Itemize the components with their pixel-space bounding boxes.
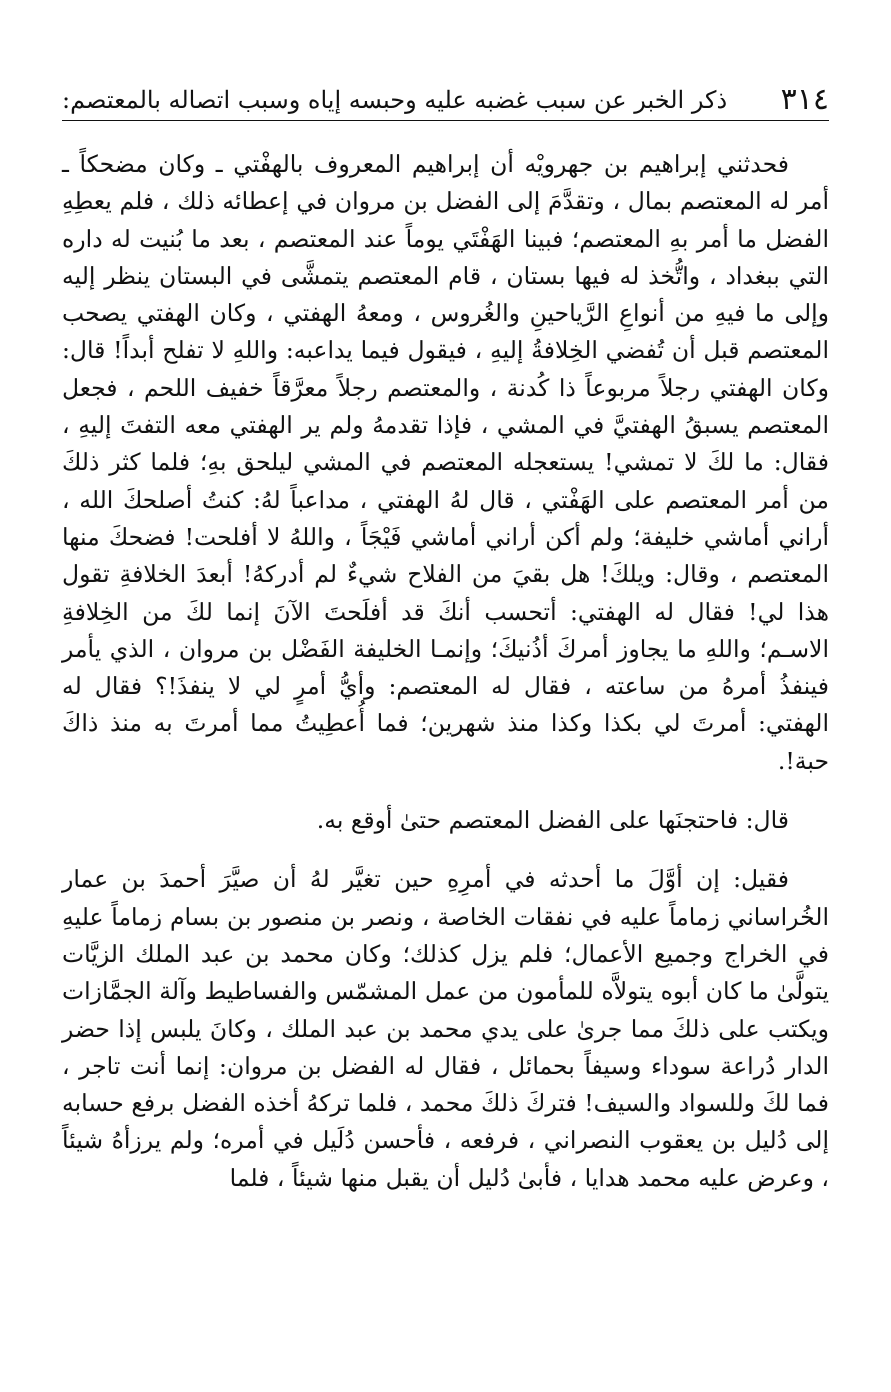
paragraph-1: فحدثني إبراهيم بن جهرويْه أن إبراهيم المعروف بالهفْتي ـ وكان مضحكاً ـ أمر له المعتصم بمال ، وتقدَّمَ إلى الفضل بن مروان في إعطائه ذلك ، فلم يعطِهِ الفضل ما أمر بهِ المعتصم؛ فبينا الهَفْتَي يوماً عند المعتصم ، بعد ما بُنيت له داره التي ببغداد ، واتُّخذ له فيها بستان ، قام المعتصم يتمشَّى في البستان ينظر إليه وإلى ما فيهِ من أنواعِ الرَّياحينِ والغُروس ، ومعهُ الهفتي ، وكان الهفتي يصحب المعتصم قبل أن تُفضي الخِلافةُ إليهِ ، فيقول فيما يداعبه: واللهِ لا تفلح أبداً! قال: وكان الهفتي رجلاً مربوعاً ذا كُدنة ، والمعتصم رجلاً معرَّقاً خفيف اللحم ، فجعل المعتصم يسبقُ الهفتيَّ في المشي ، فإذا تقدمهُ ولم ير الهفتي معه التفتَ إليهِ ، فقال: ما لكَ لا تمشي! يستعجله المعتصم في المشي ليلحق بهِ؛ فلما كثر ذلكَ من أمر المعتصم على الهَفْتي ، قال لهُ الهفتي ، مداعباً لهُ: كنتُ أصلحكَ الله ، أراني أماشي خليفة؛ ولم أكن أراني أماشي فَيْجَاً ، واللهُ لا أفلحت! فضحكَ منها المعتصم ، وقال: ويلكَ! هل بقيَ من الفلاح شيءٌ لم أدركهُ! أبعدَ الخلافةِ تقول هذا لي! فقال له الهفتي: أتحسب أنكَ قد أفلَحتَ الآنَ إنما لكَ من الخِلافةِ الاسـم؛ واللهِ ما يجاوز أمركَ أذُنيكَ؛ وإنمـا الخليفة الفَضْل بن مروان ، الذي يأمر فينفذُ أمرهُ من ساعته ، فقال له المعتصم: وأيُّ أمرٍ لي لا ينفذَ!؟ فقال له الهفتي: أمرتَ لي بكذا وكذا منذ شهرين؛ فما أُعطِيتُ مما أمرتَ به منذ ذاكَ حبة!. <box>62 150 829 775</box>
paragraph-3: فقيل: إن أوَّلَ ما أحدثه في أمرِهِ حين تغيَّر لهُ أن صيَّرَ أحمدَ بن عمار الخُراساني زماماً عليه في نفقات الخاصة ، ونصر بن منصور بن بسام زماماً عليهِ في الخراج وجميع الأعمال؛ فلم يزل كذلك؛ وكان محمد بن عبد الملك الزيَّات يتولَّىٰ ما كان أبوه يتولاَّه للمأمون من عمل المشمّس والفساطيط وآلة الجمَّازات ويكتب على ذلكَ مما جرىٰ على يدي محمد بن عبد الملك ، وكانَ يلبس إذا حضر الدار دُراعة سوداء وسيفاً بحمائل ، فقال له الفضل بن مروان: إنما أنت تاجر ، فما لكَ وللسواد والسيف! فتركَ ذلكَ محمد ، فلما تركهُ أخذه الفضل برفع حسابه إلى دُليل بن يعقوب النصراني ، فرفعه ، فأحسن دُلَيل في أمره؛ ولم يرزأهُ شيئاً ، وعرض عليه محمد هدايا ، فأبىٰ دُليل أن يقبل منها شيئاً ، فلما <box>62 865 829 1192</box>
page-header <box>62 80 829 121</box>
running-title: ذكر الخبر عن سبب غضبه عليه وحبسه إياه وسبب اتصاله بالمعتصم: <box>62 86 728 114</box>
body-text <box>62 146 829 1197</box>
paragraph-2: قال: فاحتجنَها على الفضل المعتصم حتىٰ أوقع به. <box>316 806 789 835</box>
page-number: ٣١٤ <box>780 82 829 117</box>
